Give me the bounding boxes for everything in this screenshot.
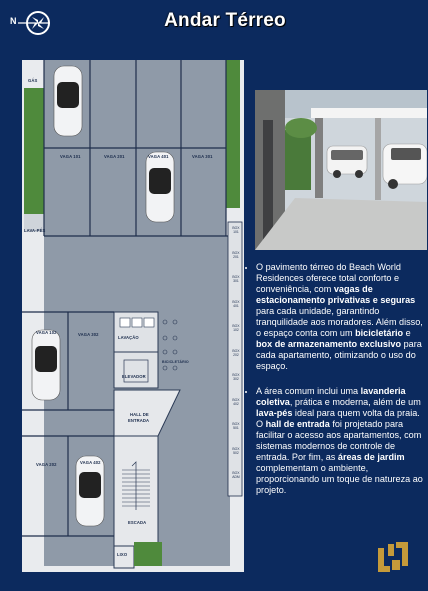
- p1-bold-2: bicicletário: [355, 328, 404, 338]
- p1-text-4: para cada apartamento, otimizando o uso do espaço.: [256, 339, 422, 371]
- box-label: BOX 401: [232, 299, 240, 308]
- p1-bold-3: box de armazenamento exclusivo: [256, 339, 402, 349]
- box-label: BOX 302: [232, 373, 240, 381]
- p2-text-1: A área comum inclui uma: [256, 386, 361, 396]
- page-title: Andar Térreo: [164, 10, 286, 31]
- compass-letter: N: [10, 16, 17, 26]
- label-gas: GÁS: [28, 78, 38, 83]
- description-paragraph-1: [256, 262, 427, 372]
- label-hall-1: HALL DE: [130, 412, 149, 417]
- p2-bold-1: lavanderia coletiva: [256, 386, 406, 407]
- box-label: BOX 301: [232, 275, 240, 283]
- p2-bold-2: lava-pés: [256, 408, 293, 418]
- p2-text-4: foi projetado para facilitar o acesso aos apartamentos, com sistemas modernos de controle de entrada. Por fim, as: [256, 419, 422, 462]
- label-vaga-402: VAGA 402: [80, 460, 101, 465]
- label-escada: ESCADA: [128, 520, 147, 525]
- p1-text-3: e: [403, 328, 411, 338]
- box-label: BOX 502: [232, 446, 240, 455]
- p2-bold-4: áreas de jardim: [337, 452, 405, 462]
- box-label: BOX 402: [232, 397, 240, 406]
- label-lavacao: LAVAÇÃO: [118, 335, 139, 340]
- p2-text-3: ideal para quem volta da praia. O: [256, 408, 420, 429]
- p2-text-5: complementam o ambiente, proporcionando um toque de natureza ao projeto.: [256, 463, 423, 495]
- p1-text-1: O pavimento térreo do Beach World Residences oferece total conforto e conveniência, com: [256, 262, 401, 294]
- label-vaga-102: VAGA 102: [36, 330, 57, 335]
- p1-text-2: para cada unidade, garantindo tranquilidade aos moradores. Além disso, o espaço conta com um: [256, 306, 423, 338]
- description: [245, 262, 427, 510]
- compass-icon: [10, 6, 54, 42]
- p2-text-2: , prática e moderna, além de um: [289, 397, 421, 407]
- p1-bold-1: vagas de estacionamento privativas e seguras: [256, 284, 416, 305]
- label-hall-2: ENTRADA: [128, 418, 150, 423]
- box-label: BOX 501: [232, 422, 240, 430]
- box-label: BOX 201: [232, 250, 240, 259]
- label-lixo: LIXO: [117, 552, 128, 557]
- box-label: BOX 102: [232, 324, 240, 332]
- box-label: BOX 101: [232, 226, 240, 234]
- box-label: BOX 202: [232, 348, 240, 357]
- label-bicicletario: BICICLETÁRIO: [162, 360, 189, 364]
- label-vaga-201: VAGA 201: [104, 154, 125, 159]
- brand-logo: [376, 542, 410, 572]
- description-paragraph-2: [256, 386, 427, 496]
- label-vaga-301: VAGA 301: [192, 154, 213, 159]
- floor-plan: [22, 60, 244, 572]
- box-label: BOX ADM: [232, 471, 240, 479]
- label-elevador: ELEVADOR: [122, 374, 146, 379]
- label-lava-pes: LAVA-PÉS: [24, 228, 46, 233]
- p2-bold-3: hall de entrada: [265, 419, 330, 429]
- label-vaga-202: VAGA 202: [36, 462, 57, 467]
- label-vaga-401: VAGA 401: [148, 154, 169, 159]
- label-vaga-101: VAGA 101: [60, 154, 81, 159]
- garage-photo: [255, 90, 427, 250]
- label-vaga-302: VAGA 302: [78, 332, 99, 337]
